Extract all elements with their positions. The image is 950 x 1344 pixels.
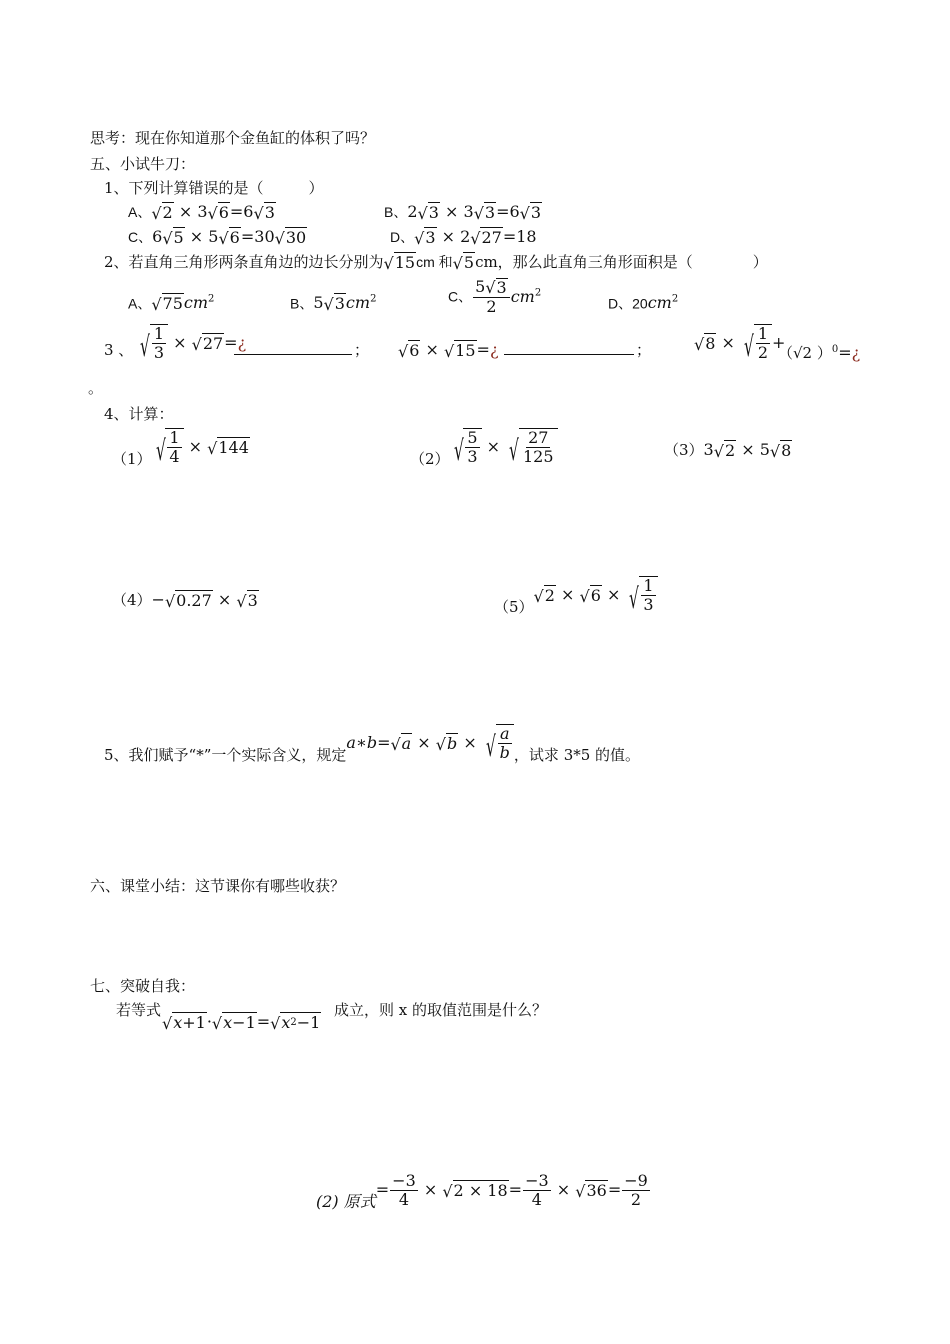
- q3-semicolon-1: ；: [354, 341, 370, 359]
- q3-semicolon-2: ；: [636, 341, 652, 359]
- q2-text: 2、若直角三角形两条直角边的边长分别为 √ 15 cm 和 √ 5 cm，那么此直角三角形面积是（ ）: [104, 253, 768, 273]
- q4-item-4: （4）− √ 0.27 × √ 3: [112, 590, 258, 611]
- section-5-heading: 五、小试牛刀：: [90, 155, 196, 173]
- q1-option-d: D、 √ 3 × 2 √ 27 =18: [390, 227, 537, 248]
- q3-blank-2[interactable]: [504, 340, 634, 360]
- q4-item-5: （5） √ 2 × √ 6 × √ $\frac{1}{3}$: [494, 576, 658, 614]
- q3-expr-1: √ $\frac{1}{3}$ × √ 27 =¿: [140, 324, 247, 363]
- section-7-heading: 七、突破自我：: [90, 977, 196, 995]
- q4-item-3: （3）3 √ 2 × 5 √ 8: [664, 440, 792, 461]
- q2-option-d: D、$20cm^2$: [608, 293, 679, 313]
- q4-title: 4、计算：: [104, 405, 174, 423]
- q1-option-c: C、6 √ 5 × 5 √ 6 =30 √ 30: [128, 227, 307, 248]
- think-line: 思考：现在你知道那个金鱼缸的体积了吗？: [90, 129, 376, 147]
- q5-line: 5、我们赋予“*”一个实际含义，规定a∗b= √ a × √ b × √ $\frac{a}{b}$ ，试求 3*5 的值。: [104, 724, 641, 764]
- q2-option-b: B、5 √ 3 $cm^2$: [290, 293, 377, 315]
- q4-item-1: （1） √ $\frac{1}{4}$ × √ 144: [112, 428, 249, 468]
- q4-item-2: （2） √ $\frac{5}{3}$ × √ $\frac{27}{125}$: [410, 428, 558, 466]
- q3-paren: （√2 ）$^0$=¿: [778, 343, 861, 362]
- q2-option-a: A、 √ 75 $cm^2$: [128, 293, 215, 315]
- q7-text-a: 若等式: [116, 1001, 162, 1019]
- section-6-heading: 六、课堂小结：这节课你有哪些收获？: [90, 877, 346, 895]
- q7-equation: √ x +1 · √ x −1 = √ x 2 −1: [162, 1012, 321, 1033]
- q1-text: 1、下列计算错误的是（ ）: [104, 179, 324, 197]
- q7-text-b: 成立，则 x 的取值范围是什么？: [334, 1001, 547, 1019]
- q1-option-b: B、2 √ 3 × 3 √ 3 =6 √ 3: [384, 202, 542, 223]
- bottom-formula: (2) 原式= $\frac{-3}{4}$ × √ 2 × 18 = $\frac{-3}{4}$ × √ 36 = $\frac{-9}{2}$: [316, 1171, 648, 1211]
- q3-expr-3: √ 8 × √ $\frac{1}{2}$ +: [694, 324, 786, 363]
- q3-period: 。: [88, 379, 104, 397]
- q3-expr-2: √ 6 × √ 15 =¿: [398, 340, 499, 361]
- q2-option-c: C、 5 √ 3 2 $cm^2$: [448, 277, 542, 316]
- q3-blank-1[interactable]: [234, 340, 352, 360]
- q3-label: 3 、: [104, 341, 134, 359]
- q1-option-a: A、 √ 2 × 3 √ 6 =6 √ 3: [128, 202, 275, 223]
